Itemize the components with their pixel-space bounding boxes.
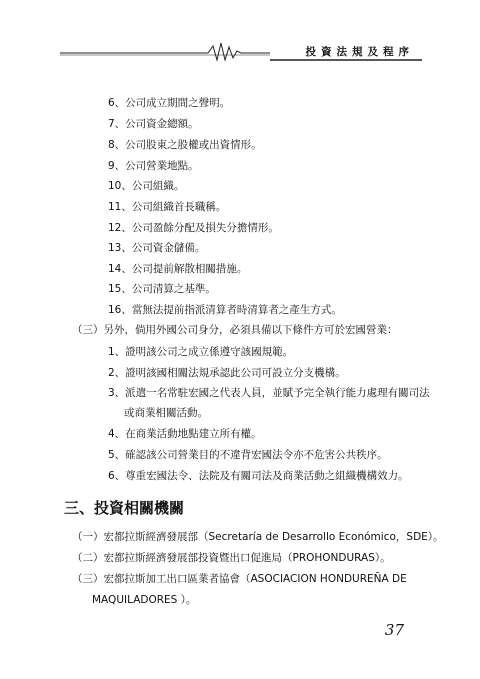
list-item: 4、在商業活動地點建立所有權。 (108, 428, 262, 440)
running-header (60, 38, 422, 66)
list-item: 8、公司股東之股權或出資情形。 (108, 139, 262, 151)
list-item: 12、公司盈餘分配及損失分擔情形。 (108, 222, 279, 234)
list-item: 13、公司資金儲備。 (108, 242, 206, 254)
list-item: 1、證明該公司之成立係遵守該國規範。 (108, 346, 294, 358)
page-number: 37 (384, 621, 404, 639)
list-item: 16、當無法提前指派清算者時清算者之產生方式。 (108, 304, 342, 316)
list-item: 3、派遣一名常駐宏國之代表人員，並賦予完全執行能力處理有關司法 (108, 387, 430, 399)
list-item: 2、證明該國相關法規承認此公司可設立分支機構。 (108, 367, 346, 379)
list-item: 10、公司組織。 (108, 180, 185, 192)
subsection-heading: （三）另外，倘用外國公司身分，必須具備以下條件方可於宏國營業： (72, 324, 398, 336)
agency-item: （二）宏都拉斯經濟發展部投資暨出口促進局（PROHONDURAS）。 (72, 552, 391, 564)
agency-item: （一）宏都拉斯經濟發展部（Secretaría de Desarrollo Económico，SDE）。 (72, 531, 444, 543)
header-title: 投資法規及程序 (305, 46, 414, 58)
list-item: 9、公司營業地點。 (108, 160, 199, 172)
list-item: 14、公司提前解散相關措施。 (108, 263, 248, 275)
agency-item: （三）宏都拉斯加工出口區業者協會（ASOCIACION HONDUREÑA DE (72, 573, 407, 585)
list-item: 6、尊重宏國法令、法院及有關司法及商業活動之組織機構效力。 (108, 470, 409, 482)
list-item: 7、公司資金總額。 (108, 118, 199, 130)
list-item-continuation: 或商業相關活動。 (124, 407, 208, 419)
list-item: 6、公司成立期間之聲明。 (108, 97, 231, 109)
list-item: 15、公司清算之基準。 (108, 283, 216, 295)
section-heading: 三、投資相關機關 (64, 499, 185, 517)
list-item: 5、確認該公司營業目的不違背宏國法令亦不危害公共秩序。 (108, 449, 388, 461)
list-item: 11、公司組織首長職稱。 (108, 201, 227, 213)
agency-item-continuation: MAQUILADORES ）。 (92, 594, 197, 606)
